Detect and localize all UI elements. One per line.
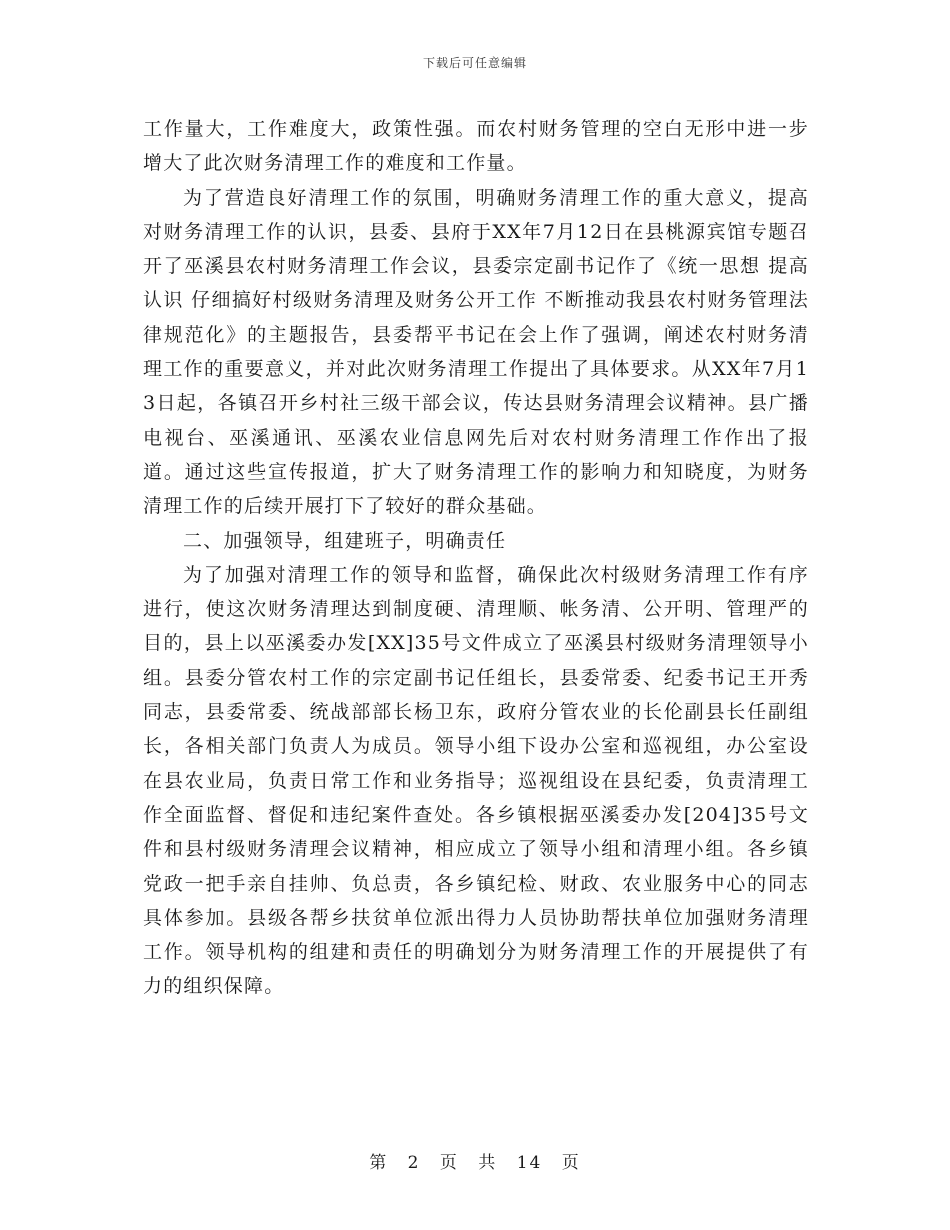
page-number-footer [0, 1148, 950, 1173]
document-body [143, 112, 809, 1004]
paragraph-leadership: 为了加强对清理工作的领导和监督，确保此次村级财务清理工作有序进行，使这次财务清理达到制度硬、清理顺、帐务清、公开明、管理严的目的，县上以巫溪委办发[XX]35号文件成立了巫溪县村级财务清理领导小组。县委分管农村工作的宗定副书记任组长，县委常委、纪委书记王开秀同志，县委常委、统战部部长杨卫东，政府分管农业的长伦副县长任副组长，各相关部门负责人为成员。领导小组下设办公室和巡视组，办公室设在县农业局，负责日常工作和业务指导；巡视组设在县纪委，负责清理工作全面监督、督促和违纪案件查处。各乡镇根据巫溪委办发[204]35号文件和县村级财务清理会议精神，相应成立了领导小组和清理小组。各乡镇党政一把手亲自挂帅、负总责，各乡镇纪检、财政、农业服务中心的同志具体参加。县级各帮乡扶贫单位派出得力人员协助帮扶单位加强财务清理工作。领导机构的组建和责任的明确划分为财务清理工作的开展提供了有力的组织保障。 [143, 563, 809, 998]
footer-prefix: 第 [369, 1153, 389, 1173]
footer-suffix: 页 [561, 1153, 581, 1173]
header-note: 下载后可任意编辑 [422, 56, 527, 70]
footer-total-pages: 14 [516, 1153, 543, 1173]
footer-total-word: 共 [478, 1153, 498, 1173]
section-heading: 二、加强领导，组建班子，明确责任 [183, 529, 507, 552]
footer-page-word: 页 [439, 1153, 459, 1173]
footer-current-page: 2 [407, 1153, 421, 1173]
paragraph-publicity: 为了营造良好清理工作的氛围，明确财务清理工作的重大意义，提高对财务清理工作的认识，县委、县府于XX年7月12日在县桃源宾馆专题召开了巫溪县农村财务清理工作会议，县委宗定副书记作了《统一思想 提高认识 仔细搞好村级财务清理及财务公开工作 不断推动我县农村财务管理法律规范化》的主题报告，县委帮平书记在会上作了强调，阐述农村财务清理工作的重要意义，并对此次财务清理工作提出了具体要求。从XX年7月13日起，各镇召开乡村社三级干部会议，传达县财务清理会议精神。县广播电视台、巫溪通讯、巫溪农业信息网先后对农村财务清理工作作出了报道。通过这些宣传报道，扩大了财务清理工作的影响力和知晓度，为财务清理工作的后续开展打下了较好的群众基础。 [143, 186, 809, 518]
paragraph-continuation: 工作量大，工作难度大，政策性强。而农村财务管理的空白无形中进一步增大了此次财务清理工作的难度和工作量。 [143, 118, 809, 175]
